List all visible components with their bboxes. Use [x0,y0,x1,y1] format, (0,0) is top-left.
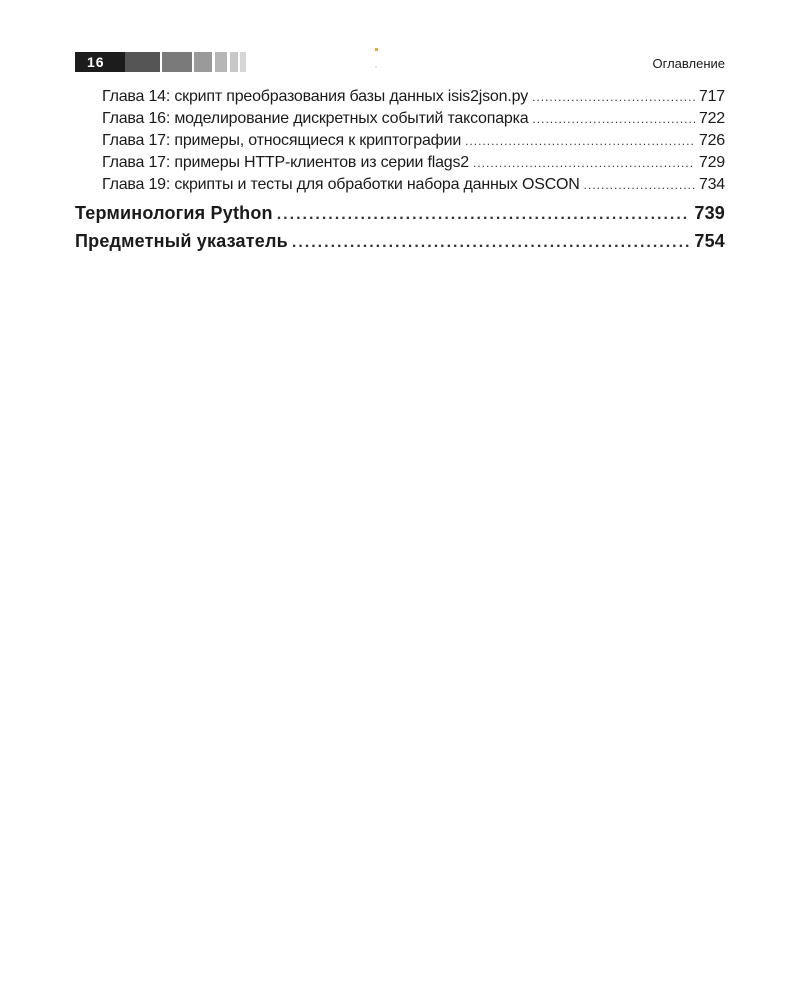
header-bar-segment [230,52,238,72]
toc-entry-title: Глава 17: примеры, относящиеся к криптографии [102,132,462,149]
toc-sub-entry[interactable] [75,154,725,176]
toc-main-entry[interactable] [75,231,725,259]
toc-entry-page: 722 [698,110,725,127]
dot-leader [292,231,690,252]
toc-entry-title: Глава 17: примеры HTTP-клиентов из серии flags2 [102,154,470,171]
toc-sub-entry[interactable] [75,176,725,198]
dot-leader [473,154,695,172]
toc-entry-title: Терминология Python [75,203,273,223]
toc-entry-page: 754 [694,231,725,251]
page-number: 16 [75,52,125,72]
dot-leader [584,176,695,194]
toc-entry-page: 734 [698,176,725,193]
toc-entry-page: 726 [698,132,725,149]
printer-mark [375,48,378,51]
toc-main-entry[interactable] [75,203,725,231]
dot-leader [465,132,695,150]
page-header [75,52,725,72]
header-bar-segment [215,52,227,72]
dot-leader [277,203,691,224]
printer-mark [375,66,377,68]
header-bar-segment [162,52,192,72]
toc-sub-entry[interactable] [75,110,725,132]
section-title: Оглавление [652,56,725,71]
toc-entry-page: 739 [694,203,725,223]
dot-leader [532,88,695,106]
toc-entry-page: 717 [698,88,725,105]
toc-entry-page: 729 [698,154,725,171]
dot-leader [532,110,694,128]
toc-sub-entry[interactable] [75,132,725,154]
header-bar-segment [125,52,160,72]
header-bar-segment [194,52,212,72]
toc-entry-title: Глава 19: скрипты и тесты для обработки набора данных OSCON [102,176,580,193]
toc-entry-title: Глава 14: скрипт преобразования базы данных isis2json.py [102,88,529,105]
toc-entry-title: Предметный указатель [75,231,288,251]
table-of-contents [75,88,725,259]
toc-sub-entry[interactable] [75,88,725,110]
toc-entry-title: Глава 16: моделирование дискретных событий таксопарка [102,110,529,127]
header-bar-segment [240,52,246,72]
